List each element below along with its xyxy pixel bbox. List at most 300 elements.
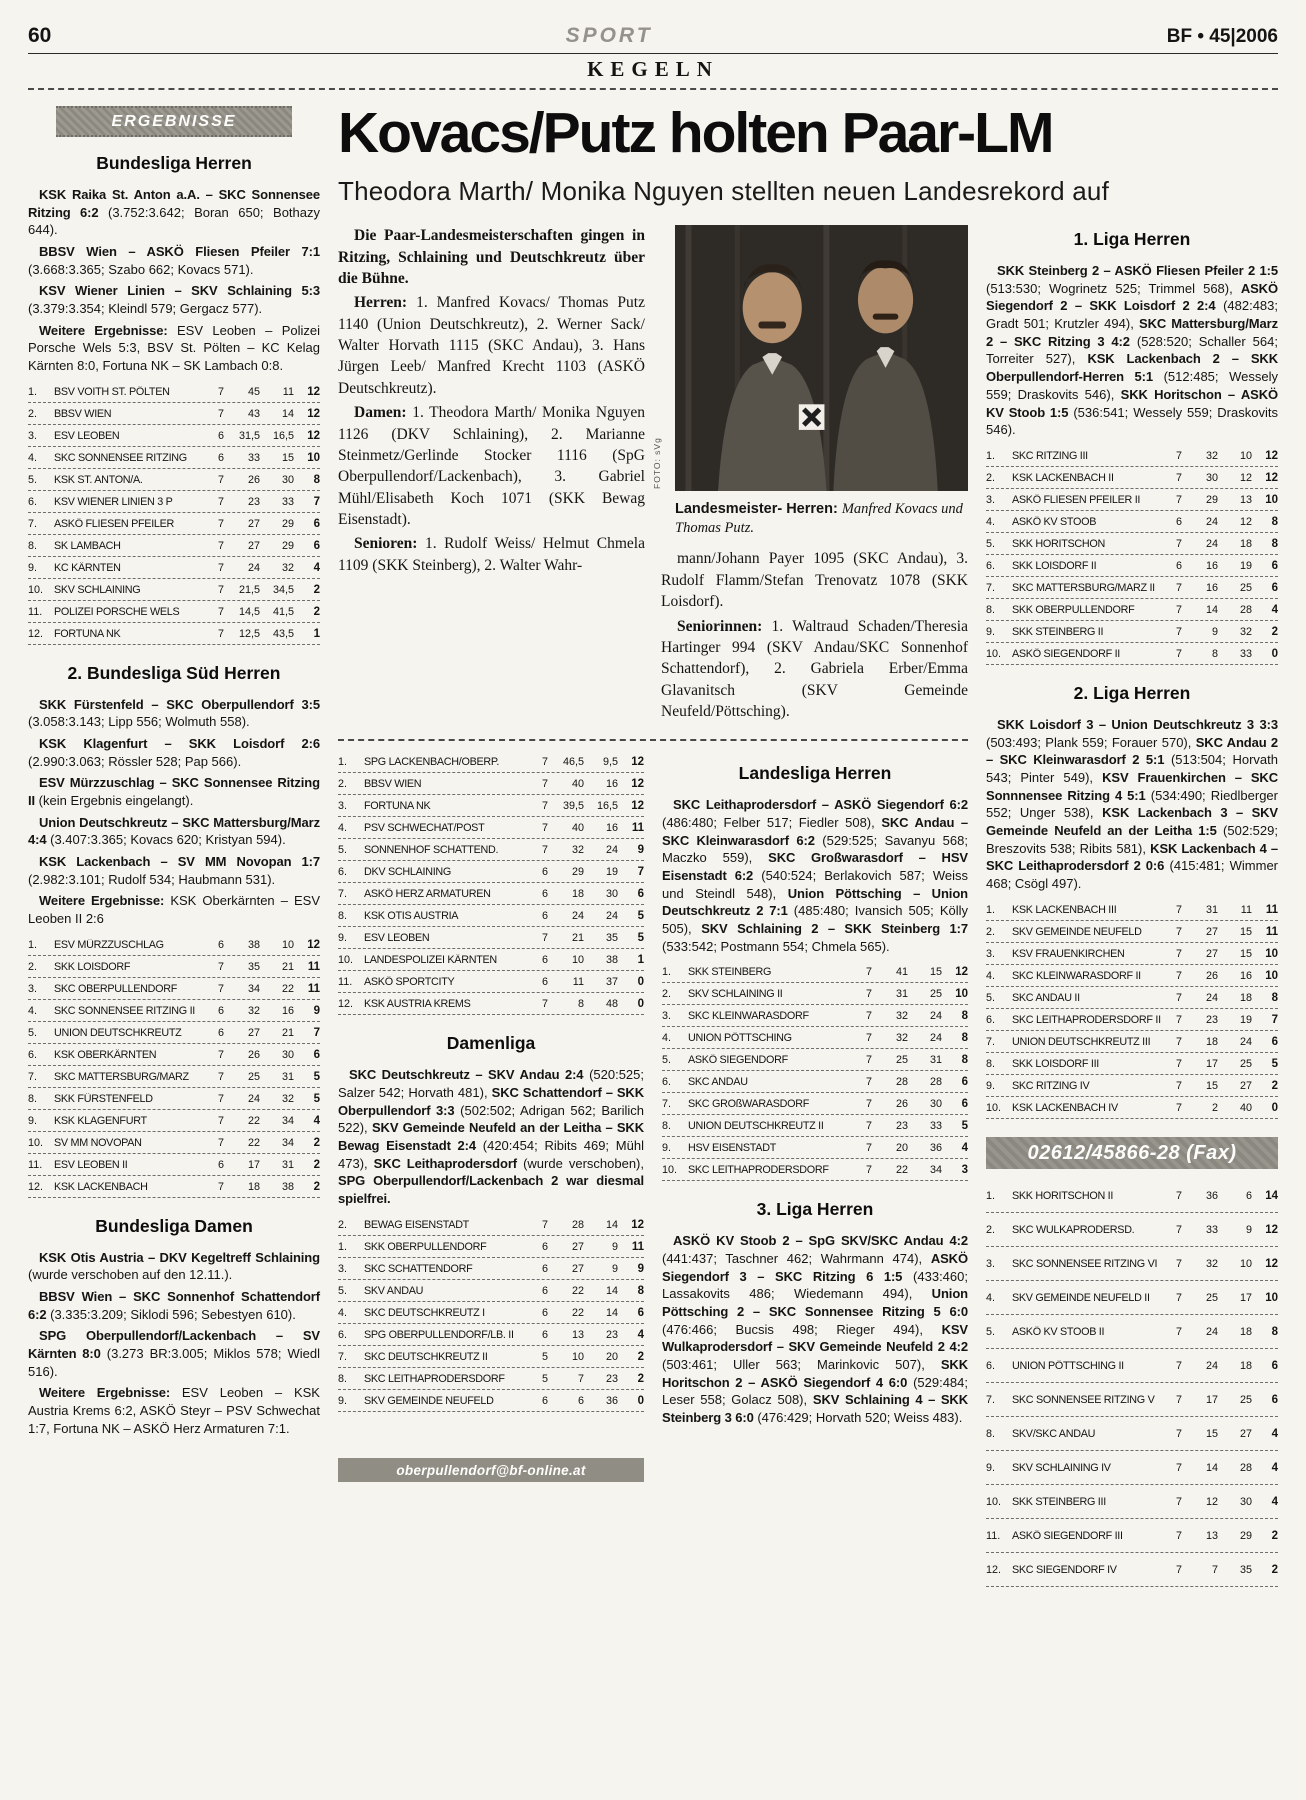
team-name: SKC SONNENSEE RITZING II [54, 1004, 195, 1017]
standings-row [338, 993, 644, 1015]
standings-row [28, 1044, 320, 1066]
plus-points: 27 [571, 1240, 584, 1253]
league-points: 0 [637, 1394, 644, 1407]
games-played: 7 [541, 932, 548, 945]
minus-points: 31 [281, 1070, 294, 1083]
ergebnisse-badge: ERGEBNISSE [56, 106, 292, 137]
minus-points: 14 [605, 1306, 618, 1319]
row-position: 10. [662, 1164, 678, 1177]
minus-points: 25 [1239, 1393, 1252, 1406]
league-points: 7 [313, 495, 320, 508]
games-played: 7 [865, 1032, 872, 1045]
league-points: 1 [637, 954, 644, 967]
row-position: 4. [28, 1004, 38, 1017]
minus-points: 16 [281, 1004, 294, 1017]
result-text: SKC Deutschkreutz – SKV Andau 2:4 (520:525; Salzer 542; Horvath 481), SKC Schattendorf – SKK Oberpullendorf 3:3 (502:502; Adrigan 562; Barilich 522), SKV Gemeinde Neufeld an der Leitha – SKK Bewag Eisenstadt 2:4 (420:454; Ribits 469; Mühl 473), SKC Leithaprodersdorf (wurde verschoben), SPG Oberpullendorf/Lackenbach 2 war diesmal spielfrei. [338, 1067, 644, 1207]
games-played: 6 [541, 1394, 548, 1407]
standings-row [28, 535, 320, 557]
league-points: 6 [313, 1048, 320, 1061]
standings-row [28, 557, 320, 579]
minus-points: 16,5 [272, 429, 294, 442]
standings-row [986, 1053, 1278, 1075]
minus-points: 10 [281, 938, 294, 951]
plus-points: 21,5 [238, 583, 260, 596]
games-played: 7 [1175, 1035, 1182, 1048]
league-points: 6 [1271, 1035, 1278, 1048]
standings-row [986, 1213, 1278, 1247]
team-name: BBSV WIEN [364, 778, 422, 791]
league-points: 8 [637, 1284, 644, 1297]
standings-row [986, 1485, 1278, 1519]
minus-points: 48 [605, 998, 618, 1011]
minus-points: 11 [1240, 903, 1252, 916]
minus-points: 29 [281, 539, 294, 552]
article-paragraphs-left [338, 292, 645, 576]
plus-points: 41 [895, 966, 908, 979]
result-text: Seniorinnen: 1. Waltraud Schaden/Theresia Hartinger 994 (SKV Andau/SKC Sonnenhof Schattendorf), 2. Gabriela Erber/Emma Glavanitsch (SKV Gemeinde Neufeld/Pöttsching). [661, 617, 968, 720]
league-points: 2 [313, 583, 320, 596]
games-played: 7 [1175, 1079, 1182, 1092]
team-name: DKV SCHLAINING [364, 866, 451, 879]
team-name: ASKÖ SIEGENDORF III [1012, 1529, 1123, 1542]
result-text: ESV Mürzzuschlag – SKC Sonnensee Ritzing II (kein Ergebnis eingelangt). [28, 775, 320, 809]
standings-row [986, 1031, 1278, 1053]
row-position: 8. [986, 1427, 996, 1440]
minus-points: 19 [1239, 1013, 1252, 1026]
row-position: 7. [28, 1070, 38, 1083]
row-position: 4. [986, 1291, 996, 1304]
plus-points: 32 [895, 1032, 908, 1045]
games-played: 7 [541, 778, 548, 791]
row-position: 6. [28, 495, 38, 508]
plus-points: 22 [247, 1114, 260, 1127]
games-played: 7 [217, 385, 224, 398]
row-position: 3. [338, 800, 348, 813]
team-name: BEWAG EISENSTADT [364, 1218, 469, 1231]
row-position: 2. [28, 960, 38, 973]
games-played: 7 [217, 627, 224, 640]
page-number: 60 [28, 24, 52, 47]
standings-row [986, 965, 1278, 987]
standings-row [28, 491, 320, 513]
row-position: 6. [338, 866, 348, 879]
team-name: BBSV WIEN [54, 407, 112, 420]
standings-row [338, 1346, 644, 1368]
row-position: 7. [338, 888, 348, 901]
results-bundesliga-herren [28, 186, 320, 375]
league-points: 12 [307, 385, 320, 398]
standings-row [338, 927, 644, 949]
games-played: 7 [217, 1180, 224, 1193]
plus-points: 22 [895, 1164, 908, 1177]
games-played: 6 [541, 1240, 548, 1253]
minus-points: 34 [281, 1114, 294, 1127]
row-position: 2. [986, 471, 996, 484]
plus-points: 26 [247, 473, 260, 486]
team-name: SONNENHOF SCHATTEND. [364, 844, 499, 857]
league-points: 12 [955, 966, 968, 979]
row-position: 6. [28, 1048, 38, 1061]
league-points: 12 [1265, 449, 1278, 462]
row-position: 7. [986, 581, 996, 594]
games-played: 7 [217, 1048, 224, 1061]
team-name: KSV WIENER LINIEN 3 P [54, 495, 173, 508]
games-played: 7 [1175, 1057, 1182, 1070]
team-name: LANDESPOLIZEI KÄRNTEN [364, 954, 497, 967]
row-position: 1. [28, 385, 38, 398]
games-played: 7 [217, 1114, 224, 1127]
league-points: 10 [955, 988, 968, 1001]
standings-row [338, 949, 644, 971]
result-text: SKK Steinberg 2 – ASKÖ Fliesen Pfeiler 2 1:5 (513:530; Wogrinetz 525; Trimmel 568), ASKÖ Siegendorf 2 – SKK Loisdorf 2 2:4 (482:483; Gradt 501; Krutzler 494), SKC Mattersburg/Marz 2 – SKC Ritzing 3 4:2 (528:520; Schaller 564; Torreiter 527), KSK Lackenbach 2 – SKK Oberpullendorf-Herren 5:1 (512:485; Wessely 559; Draskovits 546), SKK Horitschon – ASKÖ KV Stoob 1:5 (536:541; Wessely 559; Draskovits 546). [986, 263, 1278, 438]
plus-points: 8 [577, 998, 584, 1011]
minus-points: 9,5 [602, 756, 618, 769]
photo-figure [652, 225, 968, 491]
league-points: 6 [637, 888, 644, 901]
row-position: 11. [28, 1158, 43, 1171]
league-points: 8 [961, 1032, 968, 1045]
team-name: KC KÄRNTEN [54, 561, 121, 574]
standings-row [28, 1000, 320, 1022]
team-name: SPG LACKENBACH/OBERP. [364, 756, 500, 769]
minus-points: 23 [605, 1328, 618, 1341]
games-played: 7 [541, 1218, 548, 1231]
minus-points: 13 [1239, 493, 1252, 506]
minus-points: 35 [1239, 1563, 1252, 1576]
games-played: 7 [1175, 1563, 1182, 1576]
subheadline: Theodora Marth/ Monika Nguyen stellten neuen Landesrekord auf [338, 176, 1109, 207]
plus-points: 23 [895, 1120, 908, 1133]
minus-points: 32 [281, 561, 294, 574]
minus-points: 11 [282, 385, 294, 398]
minus-points: 9 [611, 1240, 618, 1253]
games-played: 6 [541, 866, 548, 879]
standings-row [662, 1115, 968, 1137]
minus-points: 16 [605, 822, 618, 835]
minus-points: 36 [605, 1394, 618, 1407]
league-points: 4 [1271, 1461, 1278, 1474]
league-points: 12 [1265, 1223, 1278, 1236]
plus-points: 24 [1205, 1325, 1218, 1338]
standings-row [338, 905, 644, 927]
row-position: 8. [662, 1120, 672, 1133]
games-played: 7 [865, 966, 872, 979]
plus-points: 24 [247, 1092, 260, 1105]
row-position: 7. [338, 1350, 348, 1363]
row-position: 4. [986, 515, 996, 528]
row-position: 3. [986, 1257, 996, 1270]
minus-points: 29 [1239, 1529, 1252, 1542]
league-points: 8 [1271, 1325, 1278, 1338]
standings-liga2-herren [986, 899, 1278, 1119]
minus-points: 18 [1239, 537, 1252, 550]
standings-row [28, 381, 320, 403]
plus-points: 31 [1205, 903, 1218, 916]
plus-points: 33 [247, 451, 260, 464]
standings-row [986, 987, 1278, 1009]
result-text: BBSV Wien – ASKÖ Fliesen Pfeiler 7:1 (3.668:3.365; Szabo 662; Kovacs 571). [28, 244, 320, 277]
row-position: 1. [338, 756, 348, 769]
result-text: SKK Fürstenfeld – SKC Oberpullendorf 3:5 (3.058:3.143; Lipp 556; Wolmuth 558). [28, 696, 320, 730]
team-name: ASKÖ SIEGENDORF II [1012, 647, 1120, 660]
standings-row [986, 577, 1278, 599]
row-position: 3. [986, 493, 996, 506]
plus-points: 2 [1211, 1101, 1218, 1114]
minus-points: 43,5 [272, 627, 294, 640]
games-played: 7 [217, 517, 224, 530]
games-played: 7 [1175, 581, 1182, 594]
plus-points: 27 [571, 1262, 584, 1275]
row-position: 12. [338, 998, 354, 1011]
league-points: 12 [1265, 471, 1278, 484]
plus-points: 17 [1205, 1057, 1218, 1070]
plus-points: 16 [1205, 581, 1218, 594]
plus-points: 30 [1205, 471, 1218, 484]
row-position: 9. [986, 1461, 996, 1474]
row-position: 9. [338, 932, 348, 945]
row-position: 3. [28, 429, 38, 442]
plus-points: 32 [1205, 449, 1218, 462]
games-played: 7 [217, 605, 224, 618]
team-name: SKV/SKC ANDAU [1012, 1427, 1096, 1440]
plus-points: 9 [1211, 625, 1218, 638]
result-text: SPG Oberpullendorf/Lackenbach – SV Kärnten 8:0 (3.273 BR:3.005; Miklos 578; Wiedl 516). [28, 1328, 320, 1379]
standings-row [986, 533, 1278, 555]
standings-row [986, 621, 1278, 643]
games-played: 7 [1175, 925, 1182, 938]
plus-points: 45 [247, 385, 260, 398]
games-played: 7 [217, 1092, 224, 1105]
games-played: 7 [217, 495, 224, 508]
team-name: ESV LEOBEN [364, 932, 430, 945]
team-name: SKV SCHLAINING II [688, 988, 783, 1001]
row-position: 2. [986, 1223, 996, 1236]
row-position: 3. [28, 982, 38, 995]
plus-points: 10 [571, 1350, 584, 1363]
row-position: 11. [28, 605, 43, 618]
league-points: 11 [307, 982, 320, 995]
plus-points: 27 [1205, 947, 1218, 960]
team-name: SKV SCHLAINING IV [1012, 1461, 1111, 1474]
league-points: 11 [631, 1240, 644, 1253]
minus-points: 25 [1239, 581, 1252, 594]
league-points: 12 [307, 429, 320, 442]
minus-points: 40 [1239, 1101, 1252, 1114]
minus-points: 28 [929, 1076, 942, 1089]
standings-row [662, 1027, 968, 1049]
games-played: 7 [1175, 1359, 1182, 1372]
minus-points: 37 [605, 976, 618, 989]
team-name: SV MM NOVOPAN [54, 1136, 142, 1149]
league-points: 11 [1265, 925, 1278, 938]
standings-row [28, 956, 320, 978]
row-position: 4. [338, 822, 348, 835]
plus-points: 18 [1205, 1035, 1218, 1048]
plus-points: 22 [247, 1136, 260, 1149]
plus-points: 11 [572, 976, 584, 989]
games-played: 7 [1175, 969, 1182, 982]
league-points: 4 [637, 1328, 644, 1341]
row-position: 9. [28, 561, 38, 574]
minus-points: 24 [605, 844, 618, 857]
league-points: 12 [631, 756, 644, 769]
games-played: 7 [1175, 947, 1182, 960]
team-name: ASKÖ KV STOOB II [1012, 1325, 1105, 1338]
row-position: 10. [986, 1495, 1002, 1508]
team-name: SKK LOISDORF II [1012, 559, 1097, 572]
minus-points: 14 [605, 1218, 618, 1231]
standings-row [338, 1368, 644, 1390]
row-position: 5. [986, 537, 996, 550]
results-liga1-herren [986, 262, 1278, 439]
games-played: 5 [541, 1372, 548, 1385]
minus-points: 21 [281, 960, 294, 973]
league-points: 11 [307, 960, 320, 973]
games-played: 7 [1175, 603, 1182, 616]
plus-points: 16 [1205, 559, 1218, 572]
team-name: SKC ANDAU II [1012, 991, 1080, 1004]
league-points: 7 [313, 1026, 320, 1039]
standings-row [986, 445, 1278, 467]
games-played: 6 [1175, 559, 1182, 572]
league-points: 10 [1265, 1291, 1278, 1304]
standings-row [986, 1097, 1278, 1119]
plus-points: 18 [247, 1180, 260, 1193]
results-column [28, 102, 320, 1589]
league-points: 0 [637, 976, 644, 989]
heading-bundesliga-damen: Bundesliga Damen [95, 1215, 253, 1236]
caption-lead: Landesmeister- Herren: [675, 501, 838, 518]
standings-landesliga-herren [662, 961, 968, 1181]
team-name: SKK LOISDORF [54, 960, 131, 973]
team-name: ASKÖ SIEGENDORF [688, 1054, 788, 1067]
team-name: SPG OBERPULLENDORF/LB. II [364, 1328, 514, 1341]
minus-points: 32 [281, 1092, 294, 1105]
league-points: 6 [637, 1306, 644, 1319]
standings-row [986, 511, 1278, 533]
team-name: SKV GEMEINDE NEUFELD [1012, 925, 1142, 938]
plus-points: 14 [1205, 1461, 1218, 1474]
row-position: 11. [338, 976, 353, 989]
league-points: 4 [313, 1114, 320, 1127]
games-played: 6 [541, 1284, 548, 1297]
games-played: 7 [217, 561, 224, 574]
result-text: Weitere Ergebnisse: ESV Leoben – KSK Austria Krems 6:2, ASKÖ Steyr – PSV Schwechat 1:7, Fortuna NK – ASKÖ Herz Armaturen 7:1. [28, 1385, 320, 1436]
row-position: 4. [662, 1032, 672, 1045]
league-points: 6 [313, 517, 320, 530]
row-position: 9. [28, 1114, 38, 1127]
team-name: SKC RITZING III [1012, 449, 1088, 462]
team-name: UNION DEUTSCHKREUTZ III [1012, 1035, 1151, 1048]
standings-row [986, 643, 1278, 665]
result-text: KSK Raika St. Anton a.A. – SKC Sonnensee Ritzing 6:2 (3.752:3.642; Boran 650; Bothazy 644). [28, 187, 320, 238]
team-name: SKC RITZING IV [1012, 1079, 1090, 1092]
games-played: 7 [541, 844, 548, 857]
article-body [338, 225, 968, 725]
minus-points: 18 [1239, 1359, 1252, 1372]
team-name: BSV VOITH ST. PÖLTEN [54, 385, 170, 398]
team-name: SKC ANDAU [688, 1076, 748, 1089]
games-played: 7 [865, 988, 872, 1001]
games-played: 7 [1175, 537, 1182, 550]
minus-points: 30 [281, 473, 294, 486]
column-ligen [986, 225, 1278, 1588]
games-played: 6 [541, 1262, 548, 1275]
team-name: SKK OBERPULLENDORF [1012, 603, 1135, 616]
plus-points: 31,5 [238, 429, 260, 442]
heading-bundesliga-herren: Bundesliga Herren [96, 153, 252, 173]
minus-points: 22 [281, 982, 294, 995]
team-name: SKV GEMEINDE NEUFELD [364, 1394, 494, 1407]
results-bundesliga2-sued [28, 696, 320, 928]
result-text: BBSV Wien – SKC Sonnenhof Schattendorf 6:2 (3.335:3.209; Siklodi 596; Sebestyen 610). [28, 1289, 320, 1322]
games-played: 6 [541, 910, 548, 923]
standings-liga1-herren [986, 445, 1278, 665]
minus-points: 19 [1239, 559, 1252, 572]
team-name: SKC SONNENSEE RITZING VI [1012, 1257, 1158, 1270]
team-name: SKC LEITHAPRODERSDORF [364, 1372, 505, 1385]
team-name: SKK LOISDORF III [1012, 1057, 1099, 1070]
team-name: KSK LACKENBACH II [1012, 471, 1114, 484]
article-column-right [652, 225, 968, 725]
result-text: SKC Leithaprodersdorf – ASKÖ Siegendorf 6:2 (486:480; Felber 517; Fiedler 508), SKC Andau – SKC Kleinwarasdorf 6:2 (529:525; Savanyu 568; Maczko 559), SKC Großwarasdorf – HSV Eisenstadt 6:2 (540:524; Berlakovich 587; Weiss und Steindl 548), Union Pöttsching – Union Deutschkreutz 2 7:1 (485:480; Ivansich 505; Kölly 505), SKV Schlaining 2 – SKK Steinberg 1:7 (533:542; Postmann 554; Chmela 565). [662, 797, 968, 954]
standings-row [338, 1214, 644, 1236]
minus-points: 34,5 [272, 583, 294, 596]
minus-points: 33 [281, 495, 294, 508]
team-name: SKC SONNENSEE RITZING V [1012, 1393, 1155, 1406]
league-points: 4 [313, 561, 320, 574]
column-landesliga [662, 745, 968, 1481]
row-position: 1. [662, 966, 672, 979]
standings-row [28, 1154, 320, 1176]
games-played: 6 [217, 451, 224, 464]
league-points: 14 [1265, 1189, 1278, 1202]
team-name: ASKÖ HERZ ARMATUREN [364, 888, 491, 901]
league-points: 5 [637, 910, 644, 923]
league-points: 6 [1271, 1393, 1278, 1406]
article-column-left [338, 225, 645, 725]
standings-row [338, 883, 644, 905]
minus-points: 18 [1239, 1325, 1252, 1338]
row-position: 2. [338, 1218, 348, 1231]
row-position: 9. [986, 625, 996, 638]
minus-points: 10 [1239, 449, 1252, 462]
games-played: 7 [541, 800, 548, 813]
league-points: 8 [961, 1054, 968, 1067]
plus-points: 22 [571, 1306, 584, 1319]
minus-points: 34 [281, 1136, 294, 1149]
plus-points: 6 [577, 1394, 584, 1407]
article-photo [675, 225, 968, 491]
league-points: 11 [631, 822, 644, 835]
team-name: SKK STEINBERG III [1012, 1495, 1106, 1508]
games-played: 7 [1175, 493, 1182, 506]
team-name: KSK LACKENBACH IV [1012, 1101, 1118, 1114]
standings-row [338, 1236, 644, 1258]
standings-row [28, 1088, 320, 1110]
row-position: 5. [338, 844, 348, 857]
league-points: 8 [1271, 991, 1278, 1004]
row-position: 6. [986, 559, 996, 572]
plus-points: 27 [247, 1026, 260, 1039]
league-points: 2 [1271, 625, 1278, 638]
standings-row [28, 579, 320, 601]
games-played: 6 [217, 938, 224, 951]
minus-points: 30 [1239, 1495, 1252, 1508]
plus-points: 12,5 [238, 627, 260, 640]
photo-illustration [675, 225, 968, 491]
standings-row [338, 971, 644, 993]
